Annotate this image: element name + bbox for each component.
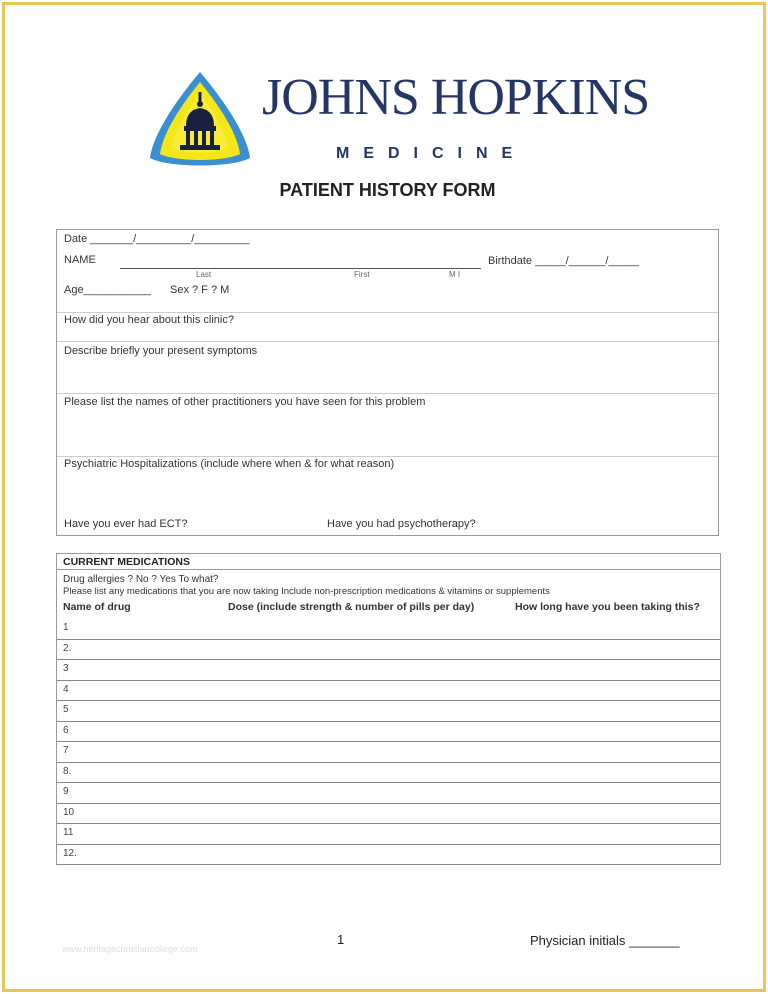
medication-row-number: 1 [63,622,69,633]
referral-source-question: How did you hear about this clinic? [64,314,234,326]
birthdate-field[interactable]: Birthdate _____/______/_____ [488,255,640,267]
medication-row[interactable] [57,804,720,825]
divider [57,341,718,342]
symptoms-question: Describe briefly your present symptoms [64,345,258,357]
divider [57,393,718,394]
medication-row[interactable] [57,783,720,804]
patient-info-section [56,229,719,536]
column-header-duration: How long have you been taking this? [515,601,700,613]
medication-row-number: 11 [63,827,74,838]
medication-row-number: 10 [63,806,75,818]
brand-name: JOHNS HOPKINS [262,69,650,126]
brand-subtitle: MEDICINE [336,145,527,162]
medication-row-number: 9 [63,786,69,797]
physician-initials-field[interactable]: Physician initials _______ [530,933,680,948]
medication-row[interactable] [57,701,720,722]
middle-initial-hint: M I [449,270,461,279]
medications-heading: CURRENT MEDICATIONS [63,556,190,568]
medication-row[interactable] [57,640,720,661]
medication-row[interactable] [57,742,720,763]
medication-row-number: 6 [63,724,69,736]
page-number: 1 [337,932,345,947]
age-field[interactable]: Age___________ [64,284,151,296]
ect-question: Have you ever had ECT? [64,518,188,530]
divider [57,569,720,570]
column-header-dose: Dose (include strength & number of pills per day) [228,601,475,613]
medication-row-number: 5 [63,704,69,715]
medication-row-number: 7 [63,745,69,756]
medication-row-number: 2. [63,642,72,654]
medication-row-number: 12. [63,847,77,859]
medication-row[interactable] [57,681,720,702]
medications-instructions: Please list any medications that you are now taking Include non-prescription medications & vitamins or supplements [63,586,550,597]
medication-row[interactable] [57,763,720,784]
medication-row[interactable] [57,824,720,845]
medication-row[interactable] [57,845,720,866]
column-header-drug: Name of drug [63,601,131,613]
medication-row[interactable] [57,722,720,743]
medications-section [56,553,721,865]
divider [57,456,718,457]
date-field[interactable]: Date _______/_________/_________ [64,233,250,245]
form-title: PATIENT HISTORY FORM [279,180,496,200]
medication-row[interactable] [57,619,720,640]
medication-row[interactable] [57,660,720,681]
medication-row-number: 4 [63,683,69,695]
practitioners-question: Please list the names of other practitioners you have seen for this problem [64,396,426,408]
medication-row-number: 8. [63,765,72,777]
hospitalizations-question: Psychiatric Hospitalizations (include where when & for what reason) [64,458,395,470]
name-field[interactable] [120,268,481,269]
watermark: www.heritagechristiancollege.com [62,944,198,954]
first-name-hint: First [354,270,370,279]
drug-allergies-field[interactable]: Drug allergies ? No ? Yes To what? [63,574,219,585]
johns-hopkins-shield-logo [148,70,252,170]
name-label: NAME [64,254,96,266]
divider [57,312,718,313]
medication-row-number: 3 [63,663,69,674]
sex-field[interactable]: Sex ? F ? M [170,284,230,296]
psychotherapy-question: Have you had psychotherapy? [327,518,476,530]
last-name-hint: Last [196,270,212,279]
